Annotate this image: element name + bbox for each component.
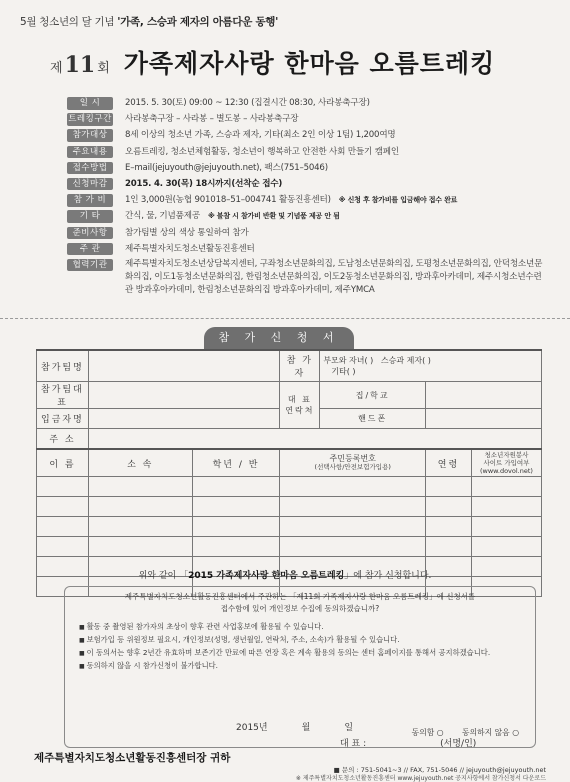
info-label: 기 타 [67, 210, 113, 223]
info-row-prepare [67, 226, 547, 242]
top-slogan: '가족, 스승과 제자의 아름다운 동행' [117, 16, 279, 28]
info-row-host [67, 242, 547, 258]
teacher-student-option[interactable]: 스승과 제자( ) [380, 356, 431, 365]
home-phone-field[interactable] [426, 382, 542, 409]
col-header-grade: 학년 / 반 [192, 449, 280, 477]
fee-value: 1인 3,000원(농협 901018–51–004741 활동진흥센터) [125, 195, 331, 206]
info-label: 준비사항 [67, 227, 113, 240]
table-row[interactable] [37, 517, 542, 537]
vol-header-line3: (www.dovol.net) [479, 467, 533, 475]
consent-bullet: ■ 이 동의서는 향후 2년간 유효하며 보존기간 만료에 따른 연장 혹은 계속 활용의 동의는 센터 홈페이지를 통해서 공지하겠습니다. [79, 647, 535, 660]
info-row-method [67, 161, 547, 177]
deposit-name-field[interactable] [88, 409, 280, 429]
team-name-field[interactable] [88, 350, 280, 382]
info-row-fee [67, 193, 547, 209]
edition-post: 회 [97, 61, 110, 76]
mobile-field[interactable] [426, 409, 542, 429]
info-value: 제주특별자치도청소년상담복지센터, 구좌청소년문화의집, 도남청소년문화의집, 도평청소년문화의집, 안덕청소년문화의집, 이도1동청소년문화의집, 한림청소년문화의집, 이도2동청소년문화의집, 방과후아카데미, 제주시청소년수련관 방과후아카데미, 한림청소년문화의집 방과후아카데미, 제주YMCA [125, 258, 543, 296]
deposit-name-label: 입금자명 [37, 409, 89, 429]
apply-prefix: 위와 같이 「 [138, 571, 189, 581]
consent-intro-line1: 제주특별자치도청소년활동진흥센터에서 주관하는 「제11회 가족제자사랑 한마음 오름트레킹」에 신청서를 [124, 592, 476, 601]
team-name-label: 참가팀명 [37, 350, 89, 382]
info-value: 2015. 4. 30(목) 18시까지(선착순 접수) [125, 178, 283, 189]
edition-label [50, 52, 110, 78]
info-label: 신청마감 [67, 178, 113, 191]
info-label: 주 관 [67, 243, 113, 256]
address-label: 주 소 [37, 429, 89, 450]
consent-bullet: ■ 활동 중 촬영된 참가자의 초상이 향후 관련 사업홍보에 활용될 수 있습니다. [79, 621, 535, 634]
date-month: 월 [301, 723, 311, 733]
consent-bullet: ■ 보험가입 등 위원정보 필요시, 개인정보(성명, 생년월일, 연락처, 주소, 소속)가 활용될 수 있습니다. [79, 634, 535, 647]
info-row-deadline [67, 177, 547, 193]
col-header-name: 이 름 [37, 449, 89, 477]
id-header-line1: 주민등록번호 [329, 454, 376, 463]
mobile-label: 핸드폰 [320, 409, 426, 429]
team-rep-label: 참가팀대표 [37, 382, 89, 409]
vol-header-line2: 사이트 가입여부 [483, 459, 530, 467]
vol-header-line1: 청소년자원봉사 [484, 451, 529, 459]
info-table [67, 96, 547, 298]
edition-number: 11 [64, 52, 96, 78]
info-value [125, 96, 370, 110]
fee-note: ※ 신청 후 참가비를 입금해야 접수 완료 [338, 196, 458, 205]
other-option[interactable]: 기타( ) [331, 367, 356, 376]
consent-bullets [79, 621, 535, 673]
home-phone-label: 집/학교 [320, 382, 426, 409]
info-label: 참 가 비 [67, 194, 113, 207]
edition-pre: 제 [50, 61, 63, 76]
info-value: 참가팀별 상의 색상 통일하여 참가 [125, 227, 249, 238]
top-prefix: 5월 청소년의 달 기념 [20, 16, 115, 28]
form-section-title: 참 가 신 청 서 [204, 327, 354, 349]
datetime-value: 2015. 5. 30(토) 09:00 ~ 12:30 (집결시간 08:30, 사라봉축구장) [125, 98, 370, 108]
col-header-id [280, 449, 426, 477]
info-label: 참가대상 [67, 129, 113, 142]
info-label: 트레킹구간 [68, 114, 112, 125]
rep-contact-line2: 연락처 [285, 406, 315, 415]
disagree-option[interactable]: 동의하지 않음 ○ [462, 728, 519, 737]
application-form [36, 349, 542, 597]
info-value: 오름트레킹, 청소년체험활동, 청소년이 행복하고 안전한 사회 만들기 캠페인 [125, 146, 399, 157]
parent-child-option[interactable]: 부모와 자녀( ) [323, 356, 374, 365]
etc-value: 간식, 물, 기념품제공 [125, 211, 200, 222]
addressee: 제주특별자치도청소년활동진흥센터장 귀하 [34, 752, 231, 764]
info-row-etc [67, 209, 547, 225]
date-day: 일 [344, 723, 354, 733]
table-row[interactable] [37, 537, 542, 557]
date-line [236, 720, 387, 733]
col-header-affiliation: 소 속 [88, 449, 192, 477]
info-label: 주요내용 [67, 146, 113, 159]
info-row-content [67, 145, 547, 161]
info-value: 사라봉축구장 – 사라봉 – 별도봉 – 사라봉축구장 [125, 114, 299, 125]
participant-label: 참 가 자 [280, 350, 320, 382]
info-value: 제주특별자치도청소년활동진흥센터 [125, 243, 255, 254]
consent-intro-line2: 접수함에 있어 개인정보 수집에 동의하겠습니까? [220, 604, 380, 613]
info-value: E–mail(jejuyouth@jejuyouth.net), 팩스(751–5046) [125, 162, 328, 173]
apply-sentence [0, 568, 570, 581]
date-year: 2015년 [236, 723, 268, 733]
info-row-course [67, 112, 547, 128]
signature-line [340, 736, 476, 749]
info-label: 일 시 [67, 97, 113, 110]
top-slogan-line [20, 14, 278, 29]
page-title: 가족제자사랑 한마음 오름트레킹 [123, 49, 496, 78]
table-row[interactable] [37, 497, 542, 517]
consent-intro [65, 591, 535, 615]
apply-event: 2015 가족제자사랑 한마음 오름트레킹 [188, 571, 345, 581]
agree-option[interactable]: 동의함 ○ [411, 728, 444, 737]
address-field[interactable] [88, 429, 541, 450]
rep-contact-line1: 대 표 [287, 395, 312, 404]
rep-label: 대 표 : [340, 739, 367, 749]
download-note: ※ 제주특별자치도청소년활동진흥센터 www.jejuyouth.net 공지사항에서 참가신청서 다운로드 [295, 775, 546, 782]
apply-suffix: 」에 참가 신청합니다. [344, 571, 432, 581]
team-rep-field[interactable] [88, 382, 280, 409]
info-row-datetime [67, 96, 547, 112]
title-row [50, 44, 495, 80]
info-value: 8세 이상의 청소년 가족, 스승과 제자, 기타(최소 2인 이상 1팀) 1,200여명 [125, 130, 396, 141]
id-header-line2: (선택사항/안전보험가입용) [314, 463, 391, 471]
signature-placeholder: (서명/인) [440, 739, 477, 749]
consent-bullet: ■ 동의하지 않을 시 참가신청이 불가합니다. [79, 660, 535, 673]
info-row-partners [67, 258, 547, 298]
participant-options[interactable] [320, 350, 542, 382]
info-value [125, 209, 340, 223]
etc-note: ※ 불참 시 참가비 반환 및 기념품 제공 안 됨 [207, 212, 340, 221]
col-header-age: 연령 [426, 449, 472, 477]
table-row[interactable] [37, 477, 542, 497]
info-label: 접수방법 [67, 162, 113, 175]
contact-info: ■ 문의 : 751-5041~3 // FAX, 751-5046 // jejuyouth@jejuyouth.net [333, 766, 546, 774]
info-label: 협력기관 [67, 259, 113, 272]
info-row-target [67, 128, 547, 144]
rep-contact-label [280, 382, 320, 429]
fold-divider [0, 318, 570, 319]
info-value [125, 193, 457, 207]
col-header-volunteer [471, 449, 541, 477]
